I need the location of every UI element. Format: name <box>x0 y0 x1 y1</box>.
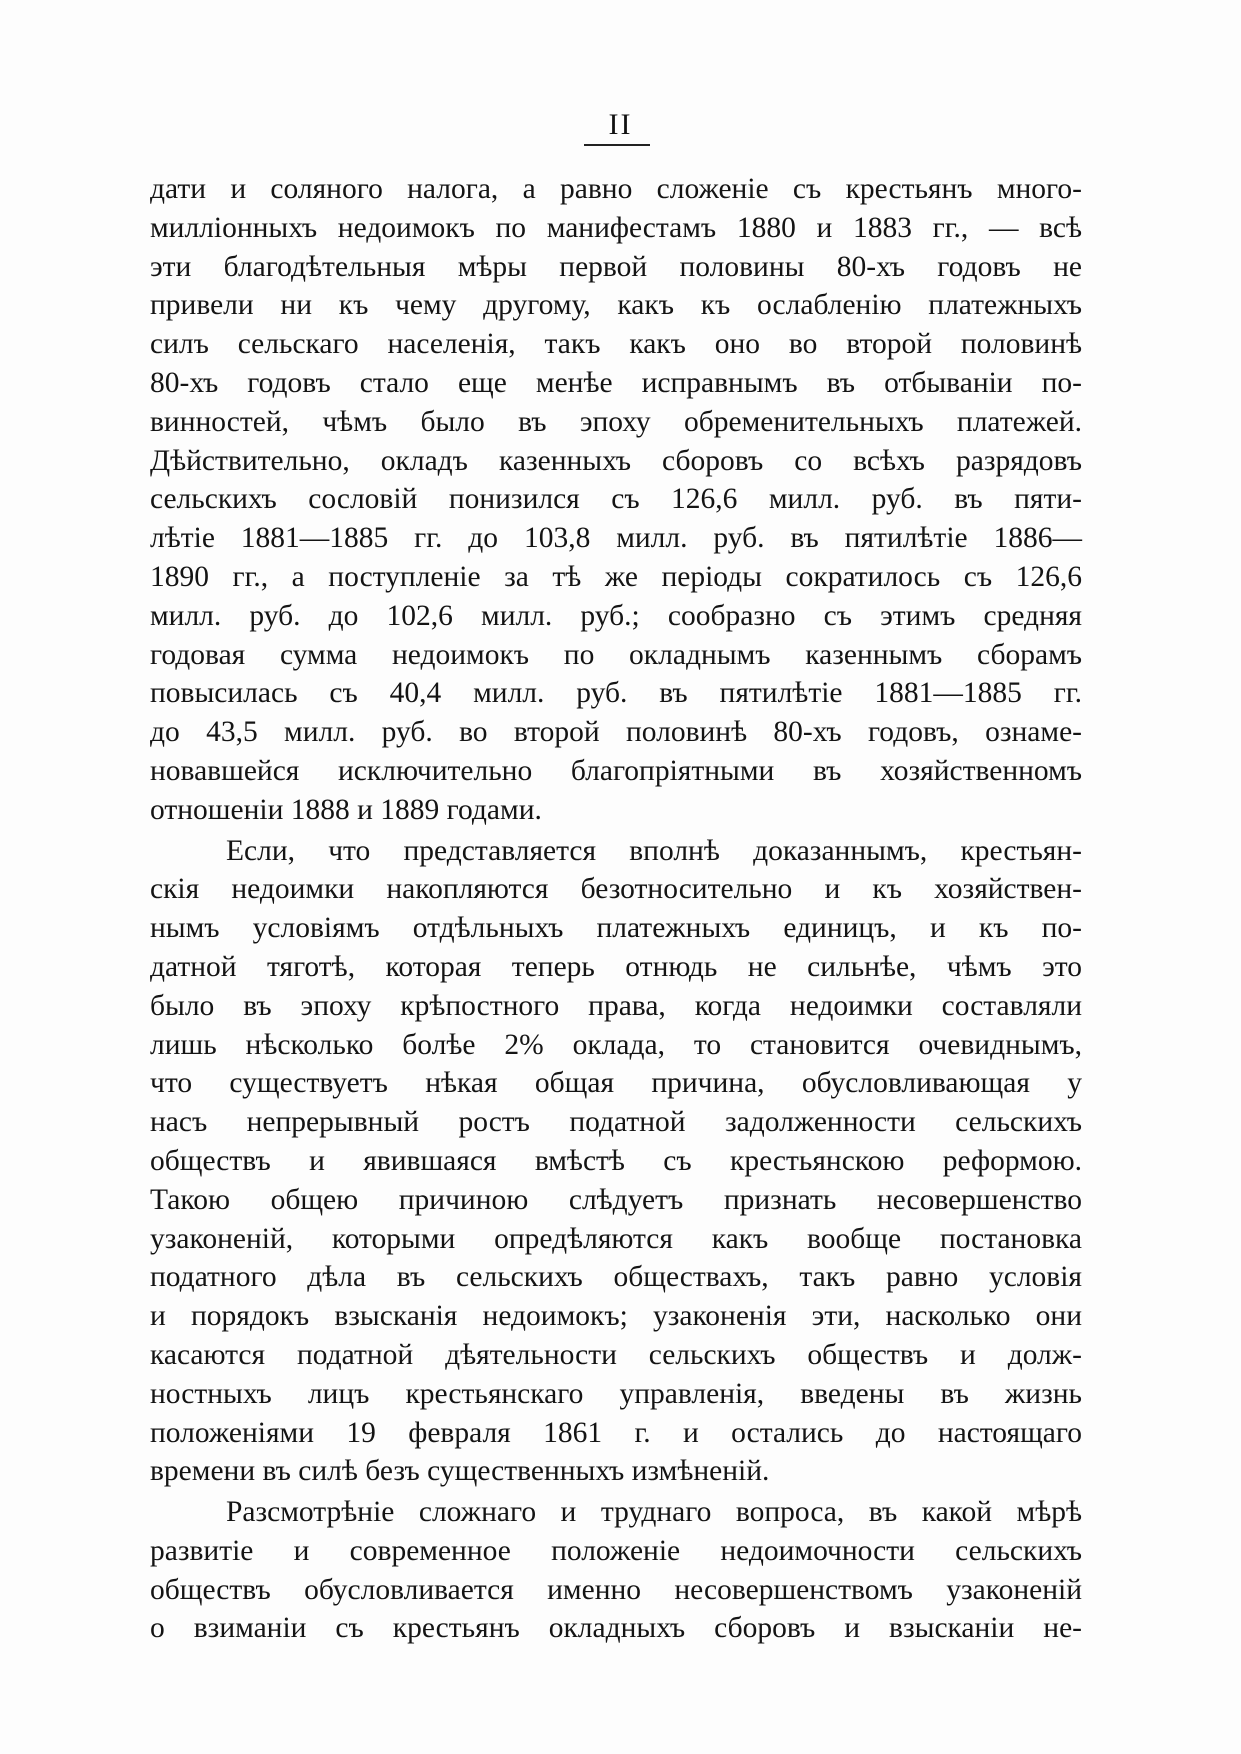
text-line: развитіе и современное положеніе недоимочности сельскихъ <box>150 1534 1082 1567</box>
text-line: времени въ силѣ безъ существенныхъ измѣненій. <box>150 1455 770 1488</box>
text-line: 80-хъ годовъ стало еще менѣе исправнымъ въ отбываніи по- <box>150 366 1082 399</box>
text-line: Если, что представляется вполнѣ доказаннымъ, крестьян- <box>226 834 1082 867</box>
text-line: эти благодѣтельныя мѣры первой половины 80-хъ годовъ не <box>150 250 1082 283</box>
paragraph-2 <box>150 832 1082 1492</box>
page-number: II <box>608 108 633 141</box>
text-line: и порядокъ взысканія недоимокъ; узаконенія эти, насколько они <box>150 1300 1082 1333</box>
text-line: касаются податной дѣятельности сельскихъ обществъ и долж- <box>150 1338 1082 1371</box>
text-line: ностныхъ лицъ крестьянскаго управленія, введены въ жизнь <box>150 1377 1082 1410</box>
text-line: милл. руб. до 102,6 милл. руб.; сообразно съ этимъ средняя <box>150 599 1082 632</box>
text-line: силъ сельскаго населенія, такъ какъ оно во второй половинѣ <box>150 328 1082 361</box>
text-line: до 43,5 милл. руб. во второй половинѣ 80-хъ годовъ, ознаме- <box>150 716 1082 749</box>
text-line: лишь нѣсколько болѣе 2% оклада, то становится очевиднымъ, <box>150 1028 1082 1061</box>
text-line: лѣтіе 1881—1885 гг. до 103,8 милл. руб. въ пятилѣтіе 1886— <box>150 522 1082 555</box>
text-line: сельскихъ сословій понизился съ 126,6 милл. руб. въ пяти- <box>150 483 1082 516</box>
text-line: положеніями 19 февраля 1861 г. и остались до настоящаго <box>150 1416 1082 1449</box>
text-line: нымъ условіямъ отдѣльныхъ платежныхъ единицъ, и къ по- <box>150 912 1082 945</box>
text-line: милліонныхъ недоимокъ по манифестамъ 1880 и 1883 гг., — всѣ <box>150 211 1082 244</box>
text-line: что существуетъ нѣкая общая причина, обусловливающая у <box>150 1067 1082 1100</box>
text-line: Дѣйствительно, окладъ казенныхъ сборовъ со всѣхъ разрядовъ <box>150 444 1082 477</box>
text-line: Такою общею причиною слѣдуетъ признать несовершенство <box>150 1183 1082 1216</box>
text-line: обществъ обусловливается именно несовершенствомъ узаконеній <box>150 1573 1082 1606</box>
text-line: отношеніи 1888 и 1889 годами. <box>150 793 542 826</box>
text-line: насъ непрерывный ростъ податной задолженности сельскихъ <box>150 1106 1082 1139</box>
page-number-rule <box>584 144 650 146</box>
text-line: новавшейся исключительно благопріятными въ хозяйственномъ <box>150 754 1082 787</box>
text-line: узаконеній, которыми опредѣляются какъ вообще постановка <box>150 1222 1082 1255</box>
body-text <box>150 170 1082 1648</box>
text-line: годовая сумма недоимокъ по окладнымъ казеннымъ сборамъ <box>150 638 1082 671</box>
text-line: обществъ и явившаяся вмѣстѣ съ крестьянскою реформою. <box>150 1144 1082 1177</box>
text-line: 1890 гг., а поступленіе за тѣ же періоды сократилось съ 126,6 <box>150 560 1082 593</box>
text-line: повысилась съ 40,4 милл. руб. въ пятилѣтіе 1881—1885 гг. <box>150 677 1082 710</box>
text-line: податного дѣла въ сельскихъ обществахъ, такъ равно условія <box>150 1261 1082 1294</box>
text-line: о взиманіи съ крестьянъ окладныхъ сборовъ и взысканіи не- <box>150 1612 1082 1645</box>
text-line: было въ эпоху крѣпостного права, когда недоимки составляли <box>150 989 1082 1022</box>
paragraph-1 <box>150 170 1082 830</box>
text-line: дати и соляного налога, а равно сложеніе съ крестьянъ много- <box>150 173 1082 205</box>
text-line: Разсмотрѣніе сложнаго и труднаго вопроса, въ какой мѣрѣ <box>226 1496 1082 1529</box>
text-line: датной тяготѣ, которая теперь отнюдь не сильнѣе, чѣмъ это <box>150 950 1082 983</box>
text-line: привели ни къ чему другому, какъ къ ослабленію платежныхъ <box>150 289 1082 322</box>
text-line: винностей, чѣмъ было въ эпоху обременительныхъ платежей. <box>150 405 1082 438</box>
text-line: скія недоимки накопляются безотносительно и къ хозяйствен- <box>150 873 1082 906</box>
paragraph-3 <box>150 1493 1082 1648</box>
